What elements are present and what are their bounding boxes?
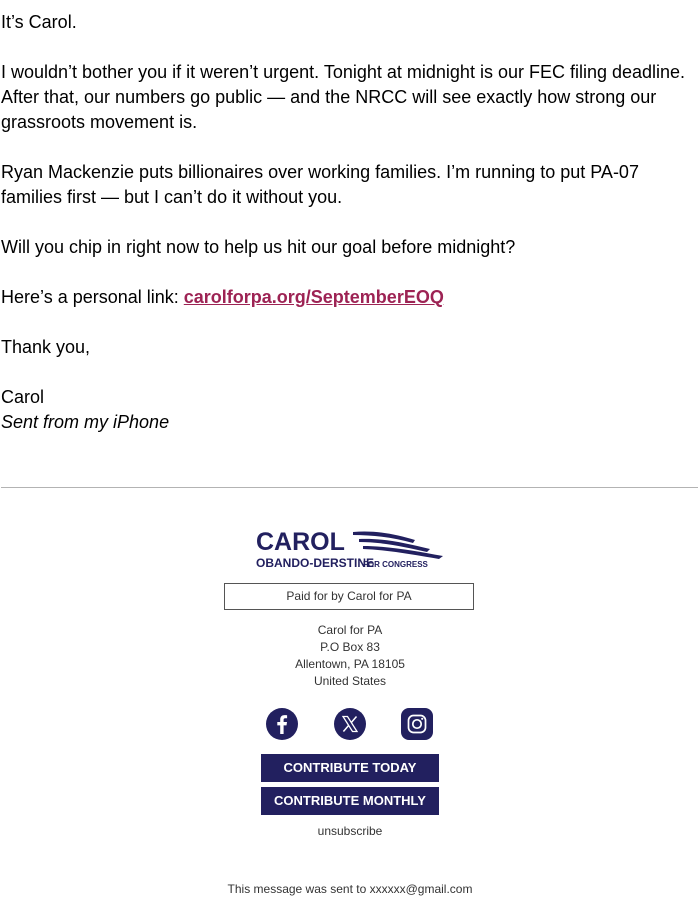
contribute-today-button[interactable]: CONTRIBUTE TODAY xyxy=(261,754,439,782)
address-line: Allentown, PA 18105 xyxy=(295,657,405,671)
svg-text:FOR CONGRESS: FOR CONGRESS xyxy=(363,560,428,569)
thanks: Thank you, xyxy=(1,337,91,357)
urgent-paragraph: I wouldn’t bother you if it weren’t urgent. Tonight at midnight is our FEC filing deadline. After that, our numbers go public — and the NRCC will see exactly how strong our grassroots movement is. xyxy=(1,62,686,132)
signature: Carol xyxy=(1,387,45,407)
donation-link[interactable]: carolforpa.org/SeptemberEOQ xyxy=(183,287,444,307)
address-line: United States xyxy=(313,674,387,688)
address-line: Carol for PA xyxy=(317,623,383,637)
link-prefix: Here’s a personal link: xyxy=(1,287,184,307)
mailing-address xyxy=(200,622,500,690)
svg-text:CAROL: CAROL xyxy=(256,528,345,556)
svg-text:OBANDO-DERSTINE: OBANDO-DERSTINE xyxy=(256,556,375,570)
campaign-logo xyxy=(255,528,455,573)
instagram-icon[interactable] xyxy=(401,708,433,740)
ask-paragraph: Will you chip in right now to help us hit our goal before midnight? xyxy=(1,237,516,257)
contribute-monthly-button[interactable]: CONTRIBUTE MONTHLY xyxy=(261,787,439,815)
link-paragraph xyxy=(1,285,696,310)
email-body xyxy=(1,10,696,435)
sent-from: Sent from my iPhone xyxy=(1,412,170,432)
address-line: P.O Box 83 xyxy=(320,640,380,654)
facebook-icon[interactable] xyxy=(266,708,298,740)
x-icon[interactable] xyxy=(334,708,366,740)
greeting: It’s Carol. xyxy=(1,12,77,32)
recipient-notice: This message was sent to xxxxxx@gmail.com xyxy=(227,882,473,896)
campaign-logo-image xyxy=(255,528,455,573)
paid-for-disclaimer: Paid for by Carol for PA xyxy=(224,583,474,610)
divider xyxy=(1,487,698,488)
unsubscribe-link[interactable]: unsubscribe xyxy=(317,824,383,838)
opponent-paragraph: Ryan Mackenzie puts billionaires over working families. I’m running to put PA-07 families first — but I can’t do it without you. xyxy=(1,162,639,207)
